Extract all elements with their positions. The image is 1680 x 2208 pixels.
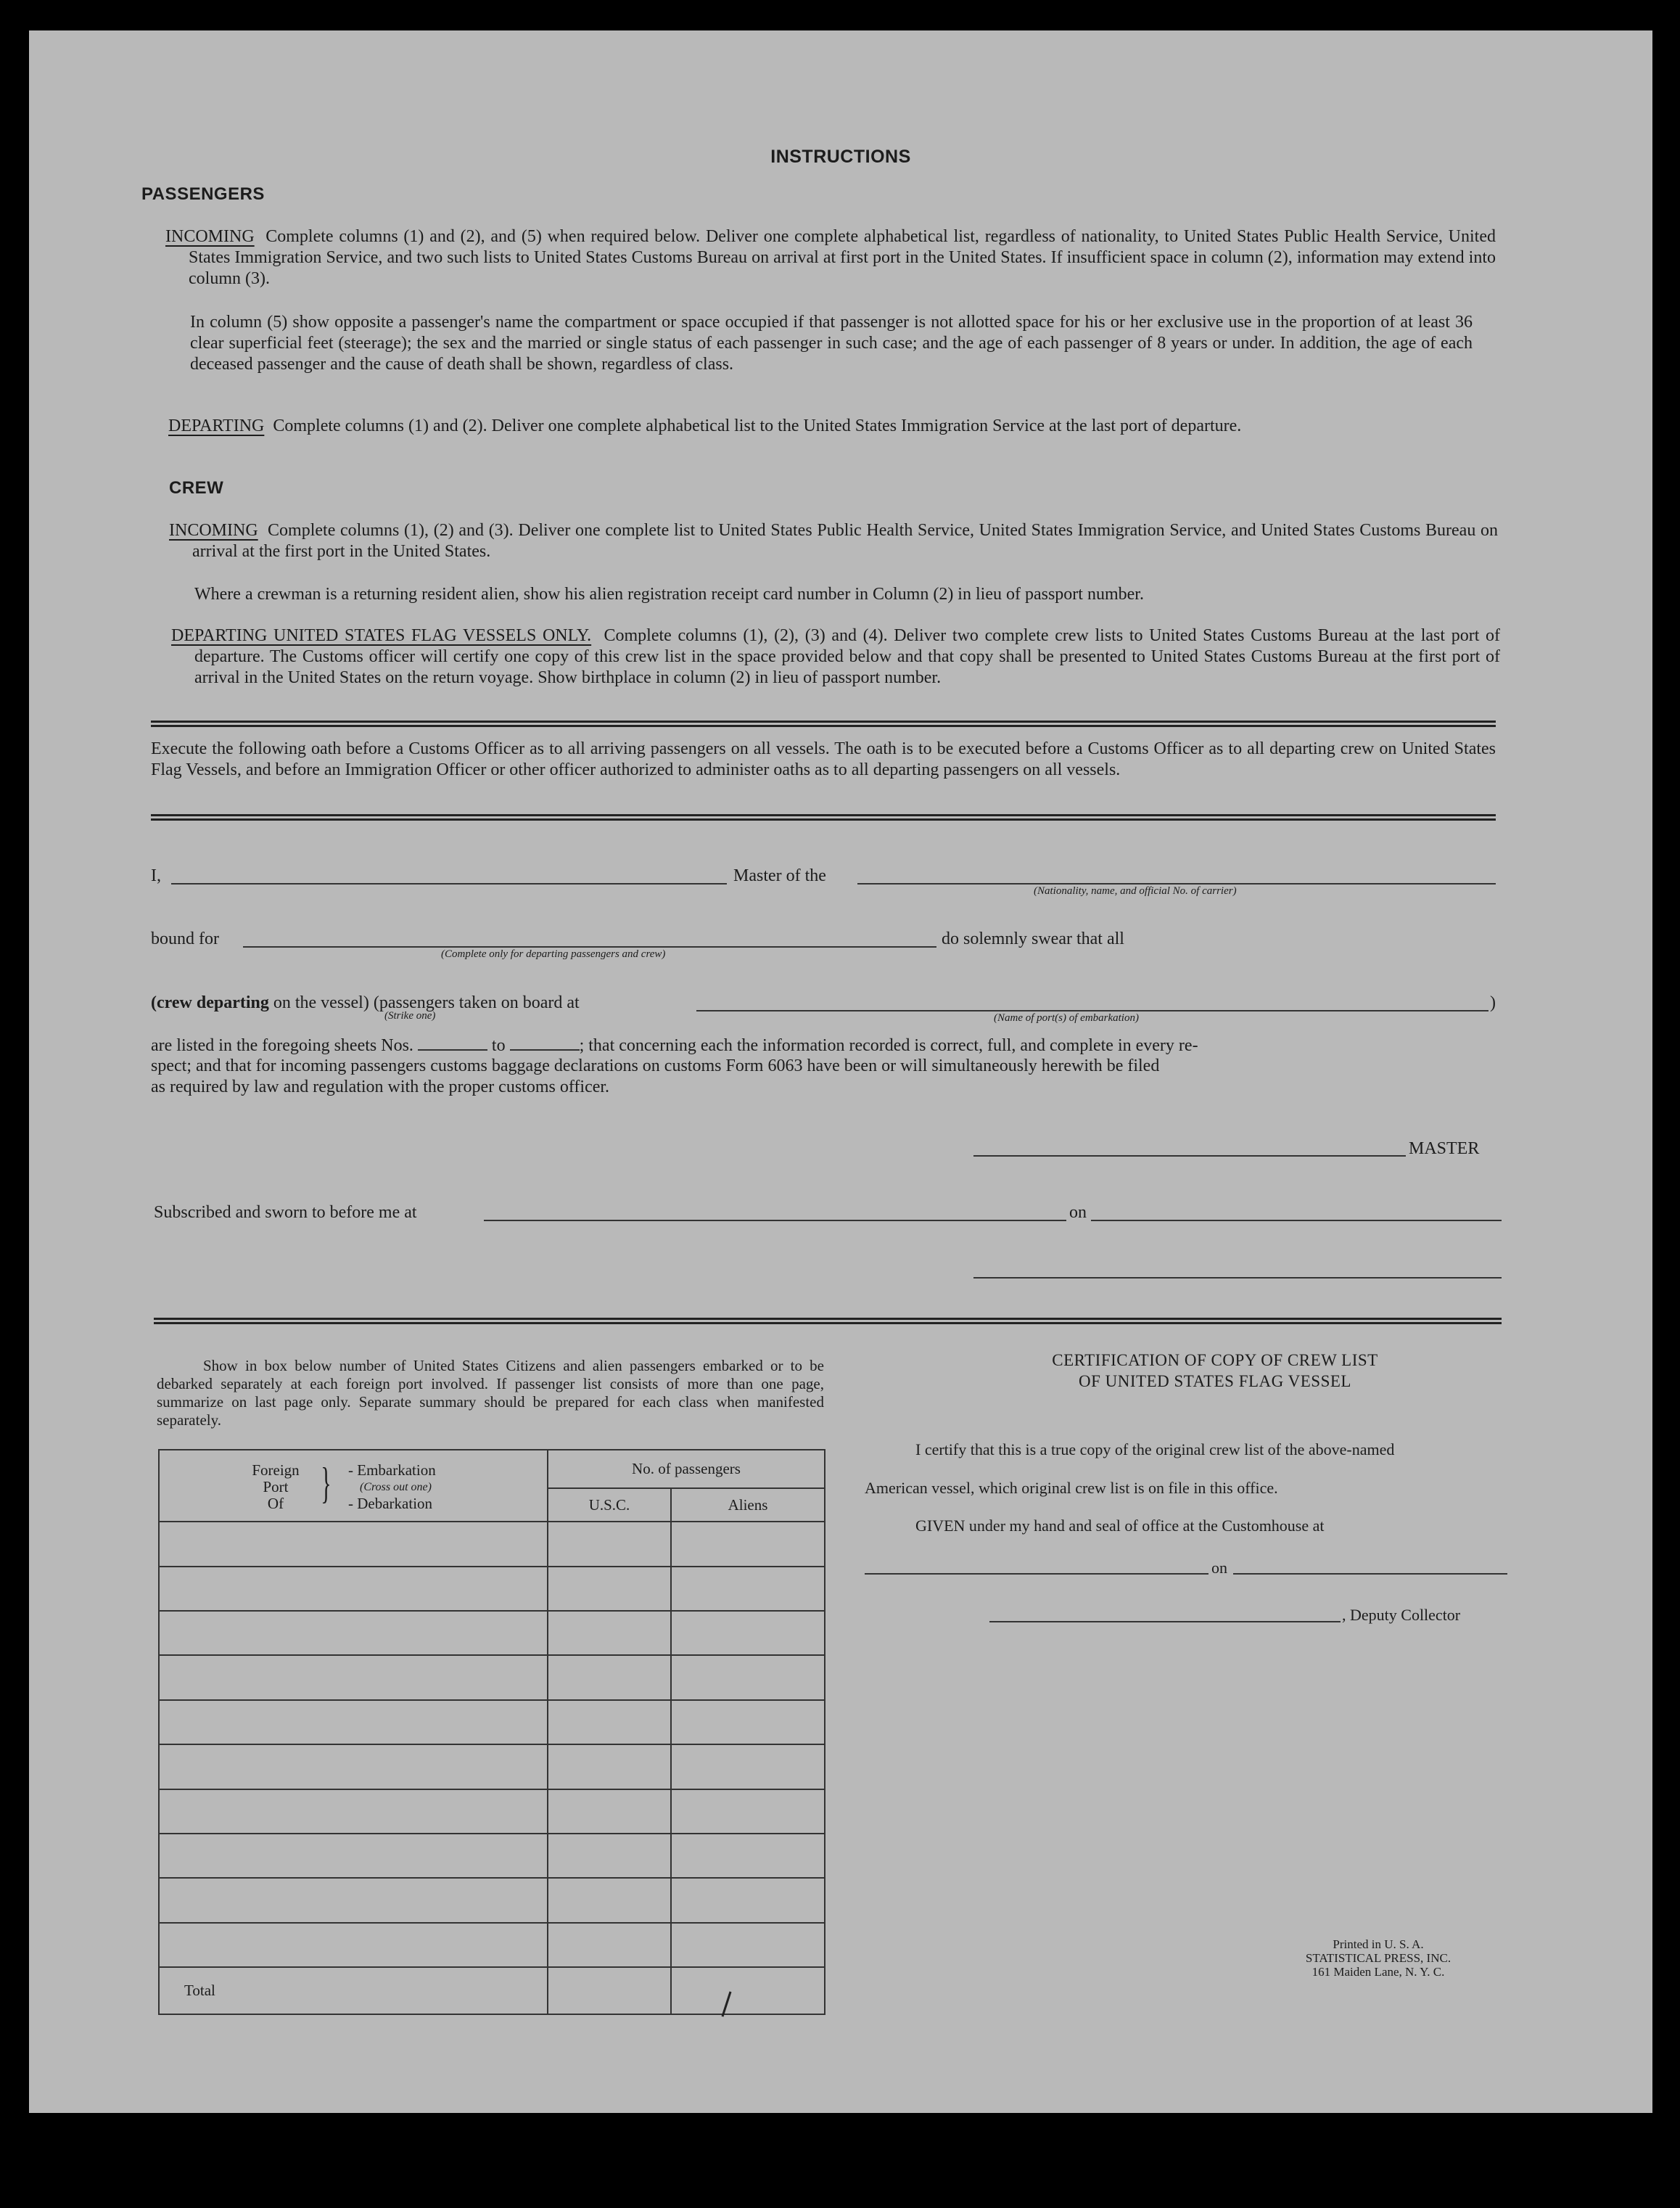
carrier-field[interactable] bbox=[857, 883, 1496, 885]
passengers-heading: PASSENGERS bbox=[141, 184, 265, 204]
listed-to: to bbox=[491, 1036, 506, 1055]
incoming-text: Complete columns (1) and (2), and (5) when required below. Deliver one complete alphabetical list, regardless of nationality, to United States Public Health Service, United States Immigration Service, and two such lists to United States Customs Bureau on arrival at first port in the United States. If insufficient space in column (2), information may extend into column (3). bbox=[189, 227, 1496, 288]
total-label: Total bbox=[159, 1967, 548, 2014]
master-name-field[interactable] bbox=[171, 883, 727, 885]
embarkation-port-field[interactable] bbox=[696, 1010, 1488, 1011]
sheet-to-field[interactable] bbox=[510, 1035, 580, 1051]
departing-label: DEPARTING bbox=[168, 416, 265, 435]
aliens-cell[interactable] bbox=[671, 1834, 825, 1878]
aliens-cell[interactable] bbox=[671, 1789, 825, 1834]
listed-rest-1: ; that concerning each the information recorded is correct, full, and complete in every re- bbox=[579, 1036, 1198, 1055]
usc-cell[interactable] bbox=[548, 1655, 671, 1699]
listed-line-3: as required by law and regulation with the proper customs officer. bbox=[151, 1078, 610, 1096]
printer-line-2: STATISTICAL PRESS, INC. bbox=[1305, 1951, 1452, 1965]
usc-cell[interactable] bbox=[548, 1611, 671, 1655]
crew-departing-rest: on the vessel) bbox=[273, 993, 369, 1012]
certification-title-line1: CERTIFICATION OF COPY OF CREW LIST bbox=[1052, 1351, 1378, 1369]
divider-top bbox=[151, 721, 1496, 727]
certify-line-2: American vessel, which original crew list is on file in this office. bbox=[865, 1479, 1278, 1497]
certification-title bbox=[885, 1350, 1545, 1392]
crew-incoming-text: Complete columns (1), (2) and (3). Deliver one complete list to United States Public Health Service, United States Immigration Service, and United States Customs Bureau on arrival at the first port in the United States. bbox=[192, 521, 1498, 561]
printer-line-3: 161 Maiden Lane, N. Y. C. bbox=[1312, 1965, 1445, 1979]
port-cell[interactable] bbox=[159, 1789, 548, 1834]
port-cell[interactable] bbox=[159, 1834, 548, 1878]
port-cell[interactable] bbox=[159, 1878, 548, 1922]
aliens-cell[interactable] bbox=[671, 1878, 825, 1922]
subscribed-label: Subscribed and sworn to before me at bbox=[154, 1203, 417, 1222]
officer-signature-field[interactable] bbox=[973, 1277, 1502, 1279]
foreign-port-of bbox=[232, 1462, 319, 1512]
oath-i-label: I, bbox=[151, 866, 161, 885]
column5-instruction: In column (5) show opposite a passenger's name the compartment or space occupied if that passenger is not allotted space for his or her exclusive use in the proportion of at least 36 clear superficial feet (steerage); the sex and the married or single status of each passenger in such case; and the age of each passenger of 8 years or under. In addition, the age of each deceased passenger and the cause of death shall be shown, regardless of class. bbox=[190, 313, 1473, 374]
form-sheet bbox=[29, 30, 1652, 2113]
sworn-place-field[interactable] bbox=[484, 1220, 1066, 1221]
master-signature-field[interactable] bbox=[973, 1155, 1406, 1157]
port-cell[interactable] bbox=[159, 1923, 548, 1967]
bound-for-caption: (Complete only for departing passengers and crew) bbox=[441, 948, 666, 960]
port-header-content bbox=[160, 1453, 547, 1519]
port-cell[interactable] bbox=[159, 1744, 548, 1789]
deputy-signature-field[interactable] bbox=[989, 1621, 1341, 1622]
aliens-cell[interactable] bbox=[671, 1744, 825, 1789]
flag-vessel-text: Complete columns (1), (2), (3) and (4). Deliver two complete crew lists to United States Customs Bureau at the last port of departure. The Customs officer will certify one copy of this crew list in the space provided below and that copy shall be presented to United States Customs Bureau at the first port of arrival in the United States on the return voyage. Show birthplace in column (2) in lieu of passport number. bbox=[194, 626, 1501, 687]
flag-vessel-instruction bbox=[171, 625, 1500, 689]
usc-cell[interactable] bbox=[548, 1789, 671, 1834]
aliens-cell[interactable] bbox=[671, 1522, 825, 1566]
passengers-departing-instruction bbox=[168, 416, 1496, 437]
deputy-collector-label: , Deputy Collector bbox=[1342, 1606, 1461, 1624]
master-label: MASTER bbox=[1409, 1139, 1480, 1158]
crew-departing-option bbox=[151, 993, 580, 1013]
sworn-on-label: on bbox=[1069, 1203, 1087, 1222]
listed-prefix: are listed in the foregoing sheets Nos. bbox=[151, 1036, 413, 1055]
crew-incoming-instruction bbox=[169, 520, 1498, 562]
aliens-total-cell[interactable] bbox=[671, 1967, 825, 2014]
listed-line-1 bbox=[151, 1035, 1198, 1056]
oath-instruction: Execute the following oath before a Customs Officer as to all arriving passengers on all vessels. The oath is to be executed before a Customs Officer as to all departing crew on United States Flag Vessels, and before an Immigration Officer or other officer authorized to administer oaths as to all departing passengers on all vessels. bbox=[151, 739, 1496, 779]
foreign-label: Foreign bbox=[252, 1461, 300, 1479]
port-cell[interactable] bbox=[159, 1700, 548, 1744]
crewman-instruction: Where a crewman is a returning resident alien, show his alien registration receipt card number in Column (2) in lieu of passport number. bbox=[194, 585, 1144, 604]
printer-imprint bbox=[1262, 1937, 1494, 1979]
sheet-from-field[interactable] bbox=[418, 1035, 487, 1051]
aliens-cell[interactable] bbox=[671, 1655, 825, 1699]
embark-options bbox=[348, 1462, 436, 1512]
summary-instruction: Show in box below number of United States Citizens and alien passengers embarked or to be debarked separately at each foreign port involved. If passenger list consists of more than one page, summarize on last page only. Separate summary should be prepared for each class when manifested separately. bbox=[157, 1357, 824, 1429]
bound-for-label: bound for bbox=[151, 929, 219, 948]
debarkation-label: - Debarkation bbox=[348, 1494, 433, 1512]
certification-title-line2: OF UNITED STATES FLAG VESSEL bbox=[1079, 1372, 1351, 1390]
crew-heading: CREW bbox=[169, 478, 224, 498]
aliens-cell[interactable] bbox=[671, 1567, 825, 1611]
no-passengers-header: No. of passengers bbox=[548, 1450, 825, 1488]
port-cell[interactable] bbox=[159, 1655, 548, 1699]
usc-cell[interactable] bbox=[548, 1878, 671, 1922]
usc-header: U.S.C. bbox=[548, 1488, 671, 1522]
nationality-caption: (Nationality, name, and official No. of carrier) bbox=[1034, 885, 1237, 897]
aliens-cell[interactable] bbox=[671, 1923, 825, 1967]
cert-on-label: on bbox=[1211, 1559, 1227, 1577]
close-paren: ) bbox=[1490, 993, 1496, 1012]
instructions-title: INSTRUCTIONS bbox=[770, 147, 911, 167]
aliens-cell[interactable] bbox=[671, 1700, 825, 1744]
bound-for-field[interactable] bbox=[243, 946, 936, 948]
of-label: Of bbox=[267, 1494, 284, 1512]
cross-out-caption: (Cross out one) bbox=[360, 1480, 432, 1493]
master-of-label: Master of the bbox=[733, 866, 826, 885]
passenger-summary-table bbox=[158, 1449, 825, 2015]
swear-label: do solemnly swear that all bbox=[942, 929, 1124, 948]
cert-date-field[interactable] bbox=[1233, 1573, 1507, 1575]
passengers-taken-label: (passengers taken on board at bbox=[373, 993, 580, 1012]
port-label: Port bbox=[263, 1477, 289, 1495]
passengers-incoming-instruction bbox=[165, 226, 1496, 290]
incoming-label: INCOMING bbox=[165, 227, 255, 246]
usc-total-cell[interactable] bbox=[548, 1967, 671, 2014]
usc-cell[interactable] bbox=[548, 1522, 671, 1566]
strike-caption: (Strike one) bbox=[384, 1010, 436, 1022]
usc-cell[interactable] bbox=[548, 1567, 671, 1611]
usc-cell[interactable] bbox=[548, 1923, 671, 1967]
port-caption: (Name of port(s) of embarkation) bbox=[994, 1012, 1139, 1024]
flag-vessel-label: DEPARTING UNITED STATES FLAG VESSELS ONLY. bbox=[171, 626, 592, 645]
printer-line-1: Printed in U. S. A. bbox=[1333, 1937, 1424, 1951]
divider-bottom bbox=[154, 1318, 1502, 1324]
given-line: GIVEN under my hand and seal of office at the Customhouse at bbox=[915, 1517, 1325, 1535]
crew-incoming-label: INCOMING bbox=[169, 521, 258, 540]
usc-cell[interactable] bbox=[548, 1744, 671, 1789]
aliens-header: Aliens bbox=[671, 1488, 825, 1522]
brace-glyph: } bbox=[321, 1458, 332, 1507]
divider-oath bbox=[151, 814, 1496, 821]
embarkation-label: - Embarkation bbox=[348, 1461, 436, 1479]
port-header-cell bbox=[159, 1450, 548, 1522]
listed-line-2: spect; and that for incoming passengers customs baggage declarations on customs Form 6063 have been or will simultaneously herewith be filed bbox=[151, 1056, 1160, 1075]
departing-text: Complete columns (1) and (2). Deliver one complete alphabetical list to the United States Immigration Service at the last port of departure. bbox=[273, 416, 1242, 435]
crew-departing-bold: (crew departing bbox=[151, 993, 269, 1012]
customhouse-field[interactable] bbox=[865, 1573, 1208, 1575]
port-cell[interactable] bbox=[159, 1567, 548, 1611]
port-cell[interactable] bbox=[159, 1522, 548, 1566]
port-cell[interactable] bbox=[159, 1611, 548, 1655]
usc-cell[interactable] bbox=[548, 1700, 671, 1744]
sworn-date-field[interactable] bbox=[1091, 1220, 1502, 1221]
usc-cell[interactable] bbox=[548, 1834, 671, 1878]
certify-line-1: I certify that this is a true copy of the original crew list of the above-named bbox=[915, 1440, 1395, 1458]
aliens-cell[interactable] bbox=[671, 1611, 825, 1655]
